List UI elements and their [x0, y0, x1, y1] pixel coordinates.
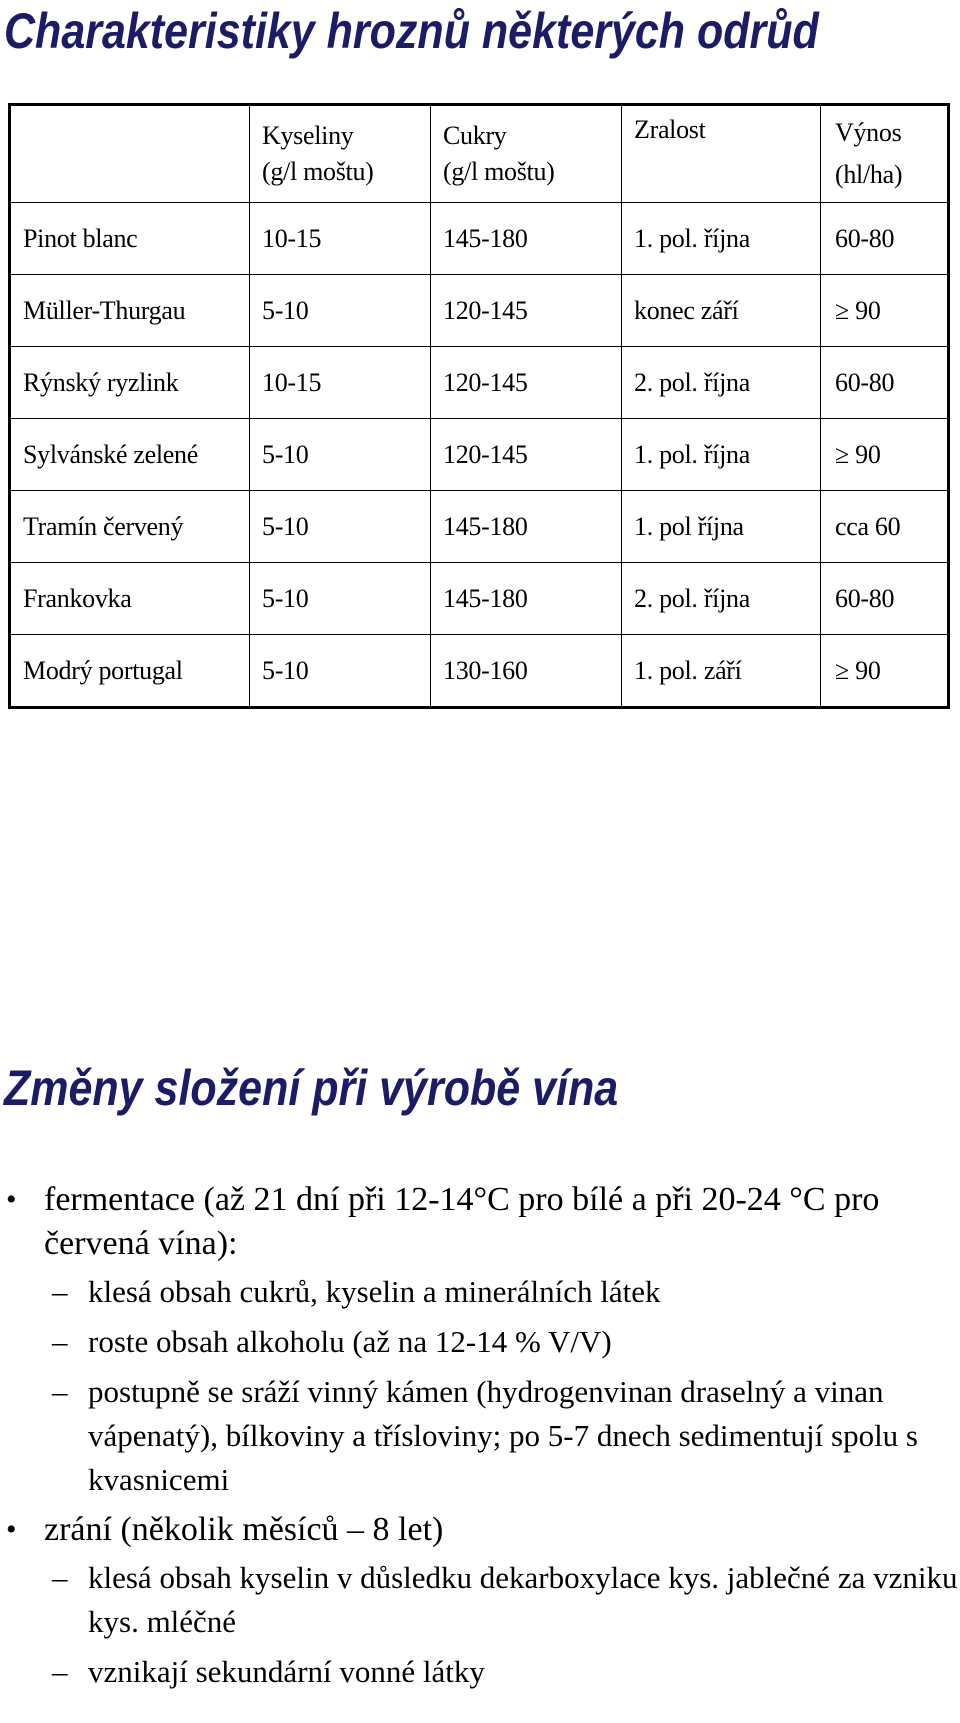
- grape-varieties-table: [8, 103, 950, 709]
- page-title: Charakteristiky hroznů některých odrůd: [4, 3, 819, 59]
- bullet-icon: •: [6, 1183, 17, 1216]
- bullet-icon: •: [6, 1513, 17, 1546]
- sub-list-item: [40, 1270, 960, 1314]
- acids-value: 10-15: [250, 347, 431, 419]
- table-header-row: [10, 105, 949, 203]
- variety-name: Pinot blanc: [10, 203, 250, 275]
- sugars-value: 145-180: [431, 491, 622, 563]
- table-row: [10, 635, 949, 708]
- sub-list-item-text: vznikají sekundární vonné látky: [88, 1654, 485, 1689]
- ripeness-value: 1. pol. října: [622, 203, 821, 275]
- sub-list-item-text: postupně se sráží vinný kámen (hydrogenvinan draselný a vinan vápenatý), bílkoviny a třísloviny; po 5-7 dnech sedimentují spolu s kvasnicemi: [88, 1374, 918, 1497]
- yield-value: ≥ 90: [821, 275, 949, 347]
- sub-list: [44, 1270, 944, 1502]
- variety-name: Sylvánské zelené: [10, 419, 250, 491]
- list-item-text: zrání (několik měsíců – 8 let): [44, 1511, 444, 1548]
- dash-icon: –: [52, 1324, 68, 1359]
- table-row: [10, 203, 949, 275]
- sub-list-item-text: klesá obsah kyselin v důsledku dekarboxylace kys. jablečné za vzniku kys. mléčné: [88, 1560, 958, 1639]
- header-cell-acids: Kyseliny (g/l moštu): [250, 105, 431, 203]
- sub-list-item: [40, 1556, 960, 1644]
- sub-list-item: [40, 1320, 960, 1364]
- acids-value: 5-10: [250, 275, 431, 347]
- sugars-value: 130-160: [431, 635, 622, 708]
- dash-icon: –: [52, 1654, 68, 1689]
- ripeness-value: 2. pol. října: [622, 563, 821, 635]
- ripeness-value: 1. pol října: [622, 491, 821, 563]
- ripeness-value: 1. pol. září: [622, 635, 821, 708]
- ripeness-value: 2. pol. října: [622, 347, 821, 419]
- variety-name: Rýnský ryzlink: [10, 347, 250, 419]
- header-cell-empty: [10, 105, 250, 203]
- acids-value: 5-10: [250, 419, 431, 491]
- yield-value: cca 60: [821, 491, 949, 563]
- dash-icon: –: [52, 1560, 68, 1595]
- yield-value: ≥ 90: [821, 419, 949, 491]
- ripeness-value: konec září: [622, 275, 821, 347]
- variety-name: Frankovka: [10, 563, 250, 635]
- sub-list-item-text: klesá obsah cukrů, kyselin a minerálních látek: [88, 1274, 661, 1309]
- dash-icon: –: [52, 1374, 68, 1409]
- sugars-value: 145-180: [431, 563, 622, 635]
- yield-value: 60-80: [821, 203, 949, 275]
- sugars-value: 120-145: [431, 419, 622, 491]
- table-row: [10, 419, 949, 491]
- list-item-fermentation: [0, 1178, 944, 1502]
- variety-name: Modrý portugal: [10, 635, 250, 708]
- ripeness-value: 1. pol. října: [622, 419, 821, 491]
- table-row: [10, 275, 949, 347]
- header-cell-sugars: Cukry (g/l moštu): [431, 105, 622, 203]
- sugars-value: 120-145: [431, 275, 622, 347]
- list-item-text: fermentace (až 21 dní při 12-14°C pro bílé a při 20-24 °C pro červená vína):: [44, 1181, 880, 1262]
- dash-icon: –: [52, 1274, 68, 1309]
- changes-list: [0, 1178, 958, 1700]
- table-row: [10, 491, 949, 563]
- sub-list-item: [40, 1370, 960, 1502]
- acids-value: 5-10: [250, 491, 431, 563]
- yield-value: 60-80: [821, 347, 949, 419]
- variety-name: Tramín červený: [10, 491, 250, 563]
- acids-value: 5-10: [250, 635, 431, 708]
- header-cell-yield: Výnos (hl/ha): [821, 105, 949, 203]
- sugars-value: 120-145: [431, 347, 622, 419]
- acids-value: 10-15: [250, 203, 431, 275]
- yield-value: ≥ 90: [821, 635, 949, 708]
- sugars-value: 145-180: [431, 203, 622, 275]
- yield-value: 60-80: [821, 563, 949, 635]
- sub-list: [44, 1556, 958, 1694]
- list-item-maturation: [0, 1508, 958, 1694]
- sub-list-item-text: roste obsah alkoholu (až na 12-14 % V/V): [88, 1324, 612, 1359]
- acids-value: 5-10: [250, 563, 431, 635]
- variety-name: Müller-Thurgau: [10, 275, 250, 347]
- sub-list-item: [40, 1650, 960, 1694]
- table-row: [10, 347, 949, 419]
- header-cell-ripeness: Zralost: [622, 105, 821, 203]
- section-title: Změny složení při výrobě vína: [4, 1060, 619, 1116]
- table-row: [10, 563, 949, 635]
